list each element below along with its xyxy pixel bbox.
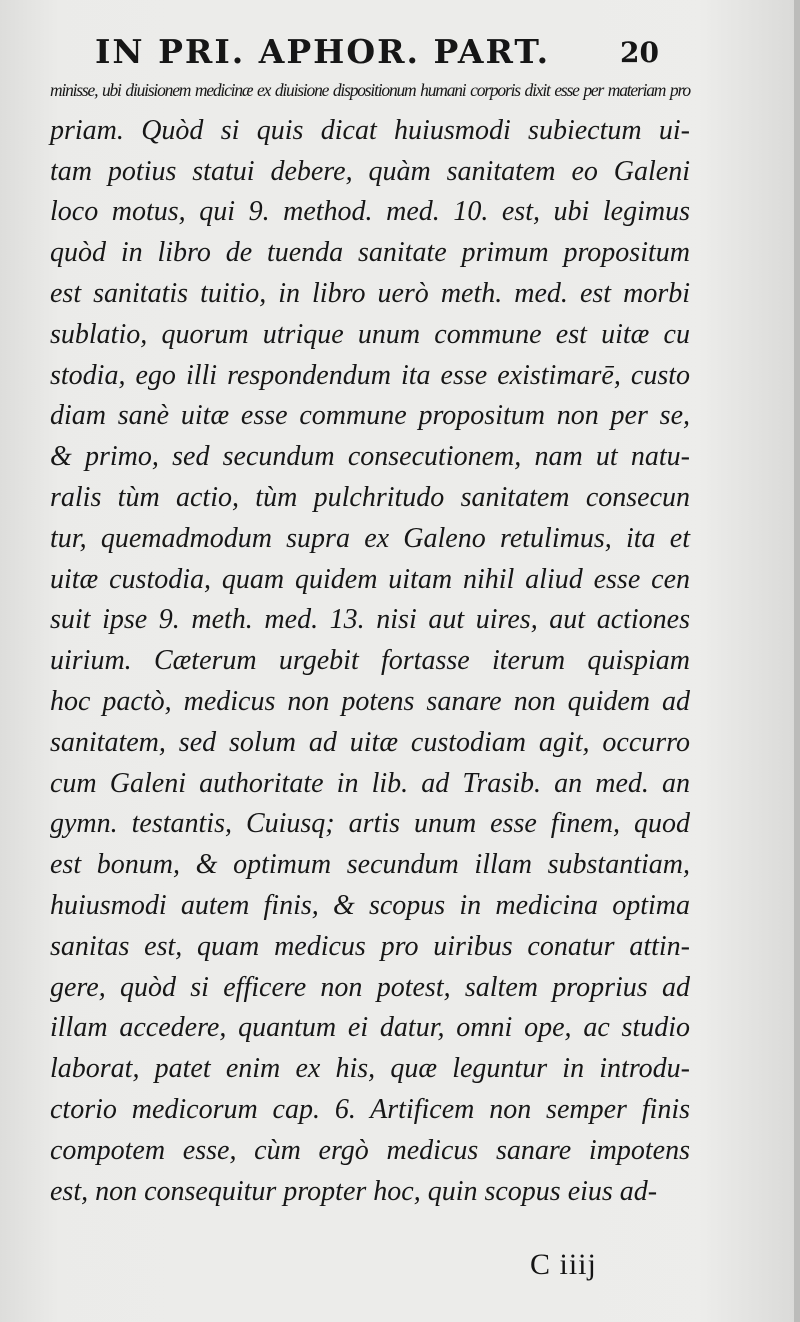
text-line: est sanitatis tuitio, in libro uerò meth. med. est morbi <box>50 277 690 309</box>
text-line: uirium. Cæterum urgebit fortasse iterum quispiam <box>50 645 690 677</box>
text-line: & primo, sed secundum consecutionem, nam ut natu- <box>50 441 690 473</box>
text-line: priam. Quòd si quis dicat huiusmodi subiectum ui- <box>50 114 690 146</box>
body-text <box>50 70 690 1212</box>
text-line: suit ipse 9. meth. med. 13. nisi aut uires, aut actiones <box>50 604 690 636</box>
text-line: sanitas est, quam medicus pro uiribus conatur attin- <box>50 930 690 962</box>
text-line: gere, quòd si efficere non potest, saltem proprius ad <box>50 971 690 1003</box>
running-head: IN PRI. APHOR. PART. <box>95 32 551 71</box>
text-line: uitæ custodia, quam quidem uitam nihil aliud esse cen <box>50 563 690 595</box>
text-line: diam sanè uitæ esse commune propositum non per se, <box>50 400 690 432</box>
text-line: ctorio medicorum cap. 6. Artificem non semper finis <box>50 1093 690 1125</box>
text-line: est bonum, & optimum secundum illam substantiam, <box>50 849 690 881</box>
text-line: quòd in libro de tuenda sanitate primum propositum <box>50 237 690 269</box>
page-edge <box>794 0 800 1322</box>
text-line: illam accedere, quantum ei datur, omni ope, ac studio <box>50 1012 690 1044</box>
signature-mark: C iiij <box>530 1248 597 1281</box>
text-line: minisse, ubi diuisionem medicinæ ex diuisione dispositionum humani corporis dixit esse per materiam pro <box>50 80 690 100</box>
text-line: cum Galeni authoritate in lib. ad Trasib. an med. an <box>50 767 690 799</box>
text-line: tur, quemadmodum supra ex Galeno retulimus, ita et <box>50 522 690 554</box>
text-line: laborat, patet enim ex his, quæ leguntur in introdu- <box>50 1053 690 1085</box>
text-line: gymn. testantis, Cuiusq; artis unum esse finem, quod <box>50 808 690 840</box>
text-line: compotem esse, cùm ergò medicus sanare impotens <box>50 1134 690 1166</box>
text-line: tam potius statui debere, quàm sanitatem eo Galeni <box>50 155 690 187</box>
text-line: loco motus, qui 9. method. med. 10. est, ubi legimus <box>50 196 690 228</box>
text-line: hoc pactò, medicus non potens sanare non quidem ad <box>50 685 690 717</box>
text-line: est, non consequitur propter hoc, quin scopus eius ad- <box>50 1175 658 1207</box>
text-line: sublatio, quorum utrique unum commune est uitæ cu <box>50 318 690 350</box>
text-line: huiusmodi autem finis, & scopus in medicina optima <box>50 889 690 921</box>
text-line: sanitatem, sed solum ad uitæ custodiam agit, occurro <box>50 726 690 758</box>
text-line: ralis tùm actio, tùm pulchritudo sanitatem consecun <box>50 481 690 513</box>
text-line: stodia, ego illi respondendum ita esse existimarē, custo <box>50 359 690 391</box>
page-number: 20 <box>620 36 659 69</box>
